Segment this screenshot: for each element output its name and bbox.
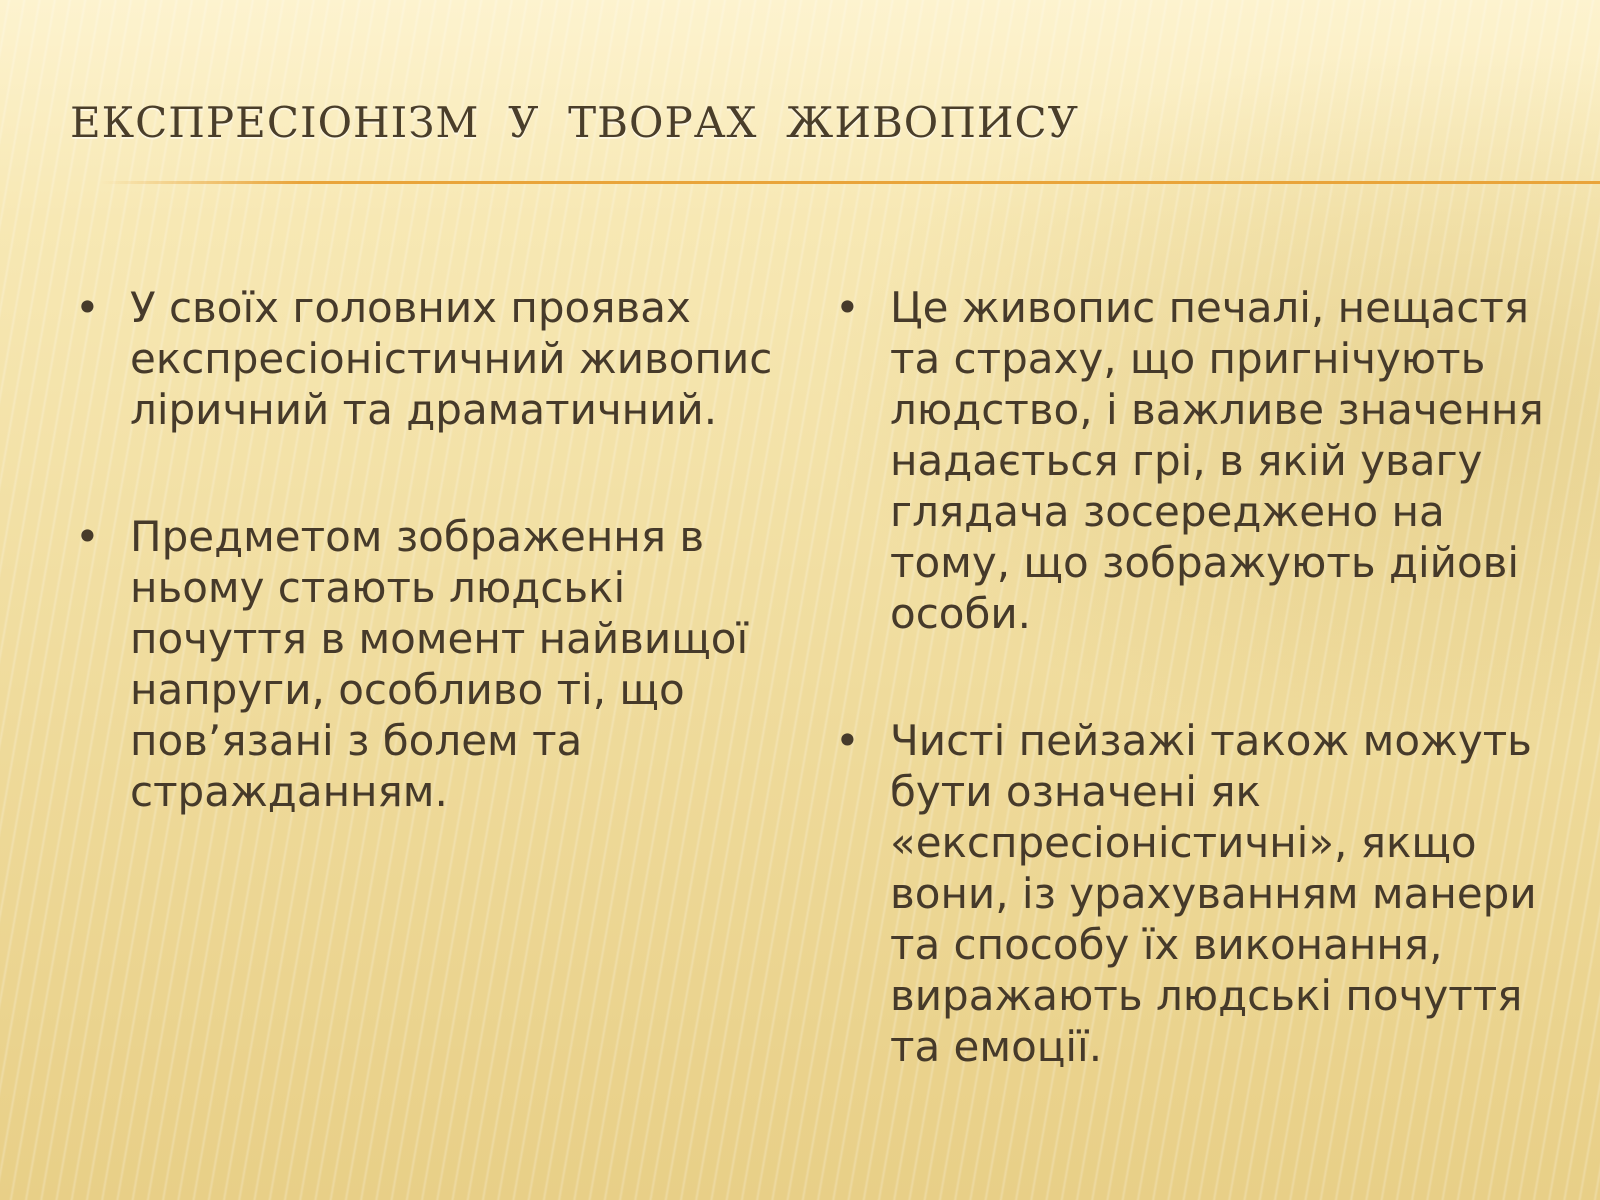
bullet-icon: •	[75, 512, 100, 561]
slide-title: ЕКСПРЕСІОНІЗМ У ТВОРАХ ЖИВОПИСУ	[70, 98, 1079, 147]
bullet-icon: •	[75, 283, 100, 332]
bullet-item	[75, 282, 795, 435]
bullet-item	[835, 715, 1575, 1072]
bullet-text: Предметом зображення в ньому стають людські почуття в момент найвищої напруги, особливо ті, що пов’язані з болем та стражданням.	[130, 512, 749, 816]
bullet-icon: •	[835, 283, 860, 332]
bullet-item	[75, 511, 795, 817]
bullet-text: Це живопис печалі, нещастя та страху, що пригнічують людство, і важливе значення надається грі, в якій увагу глядача зосереджено на тому, що зображують дійові особи.	[890, 283, 1544, 638]
bullet-text: Чисті пейзажі також можуть бути означені як «експресіоністичні», якщо вони, із урахуванням манери та способу їх виконання, виражають людські почуття та емоції.	[890, 716, 1537, 1071]
left-bullet-list	[75, 282, 795, 817]
bullet-text: У своїх головних проявах експресіоністичний живопис ліричний та драматичний.	[130, 283, 773, 434]
bullet-item	[835, 282, 1575, 639]
bullet-icon: •	[835, 716, 860, 765]
right-bullet-list	[835, 282, 1575, 1072]
title-underline	[100, 181, 1600, 184]
